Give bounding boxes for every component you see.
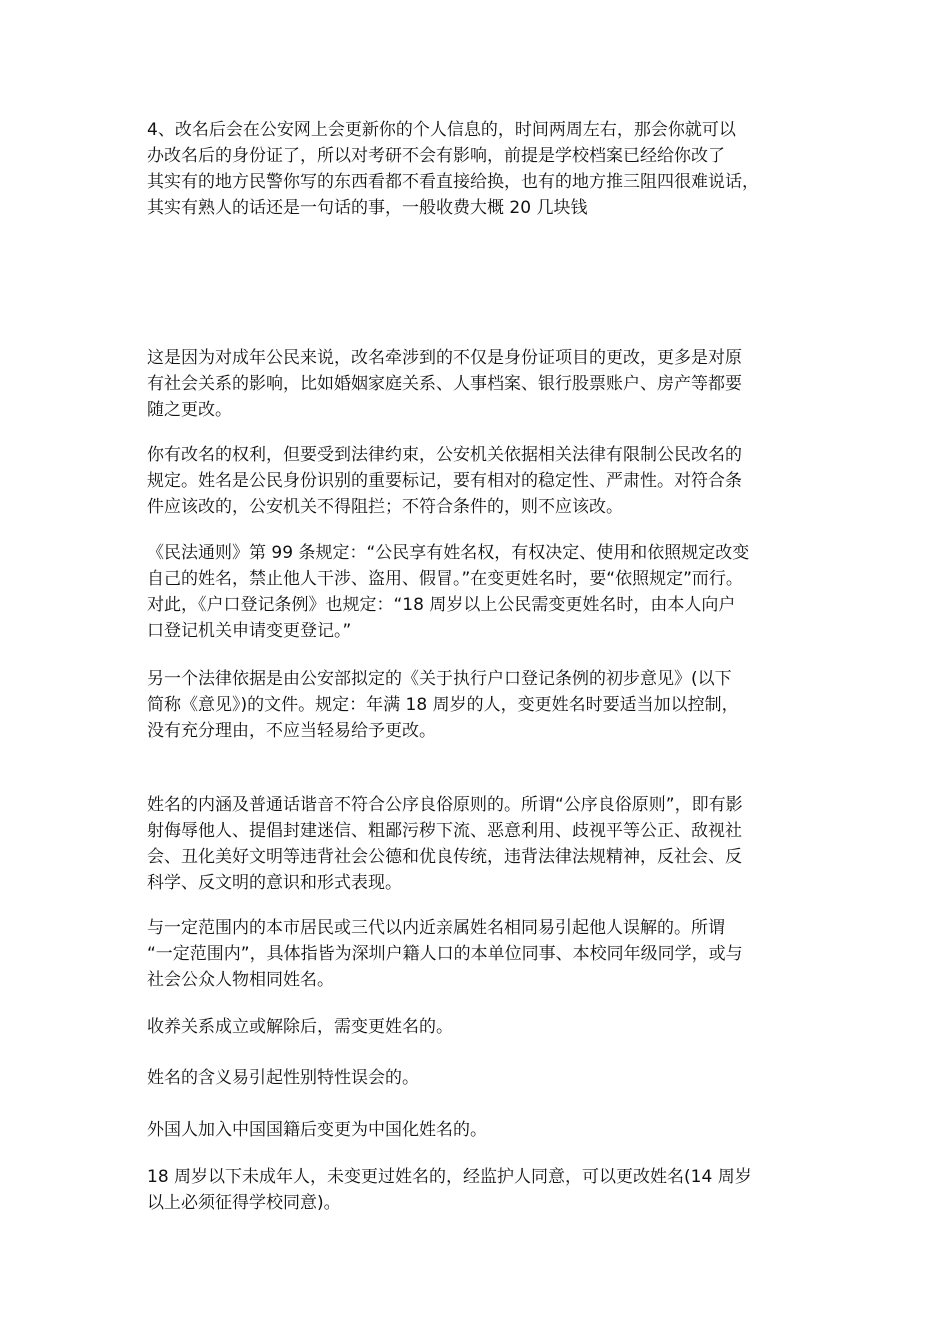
paragraph-gender-misunderstanding [147, 1065, 815, 1091]
text-line: 其实有的地方民警你写的东西看都不看直接给换，也有的地方推三阻四很难说话， [147, 172, 759, 192]
text-line: 《民法通则》第 99 条规定：“公民享有姓名权，有权决定、使用和依照规定改变 [147, 543, 750, 563]
paragraph-public-order-principle [147, 792, 815, 896]
paragraph-civil-law-article [147, 540, 815, 644]
text-line: 另一个法律依据是由公安部拟定的《关于执行户口登记条例的初步意见》(以下 [147, 669, 732, 689]
text-line: 以上必须征得学校同意)。 [147, 1193, 341, 1213]
text-line: 办改名后的身份证了，所以对考研不会有影响，前提是学校档案已经给你改了 [147, 146, 725, 166]
text-line: 会、丑化美好文明等违背社会公德和优良传统，违背法律法规精神，反社会、反 [147, 847, 742, 867]
paragraph-right-to-rename [147, 442, 815, 520]
text-line: 有社会关系的影响，比如婚姻家庭关系、人事档案、银行股票账户、房产等都要 [147, 374, 742, 394]
paragraph-minor-rename [147, 1164, 815, 1216]
text-line: 18 周岁以下未成年人，未变更过姓名的，经监护人同意，可以更改姓名(14 周岁 [147, 1167, 752, 1187]
text-line: 社会公众人物相同姓名。 [147, 970, 334, 990]
paragraph-adoption-relation [147, 1014, 815, 1040]
text-line: 4、改名后会在公安网上会更新你的个人信息的，时间两周左右，那会你就可以 [147, 120, 736, 140]
text-line: 你有改名的权利，但要受到法律约束，公安机关依据相关法律有限制公民改名的 [147, 445, 742, 465]
paragraph-legal-basis-opinion [147, 666, 815, 744]
text-line: 规定。姓名是公民身份识别的重要标记，要有相对的稳定性、严肃性。对符合条 [147, 471, 742, 491]
text-line: 这是因为对成年公民来说，改名牵涉到的不仅是身份证项目的更改，更多是对原 [147, 348, 742, 368]
text-line: “一定范围内”，具体指皆为深圳户籍人口的本单位同事、本校同年级同学，或与 [147, 944, 743, 964]
text-line: 对此，《户口登记条例》也规定：“18 周岁以上公民需变更姓名时，由本人向户 [147, 595, 736, 615]
text-line: 姓名的含义易引起性别特性误会的。 [147, 1068, 419, 1088]
text-line: 收养关系成立或解除后，需变更姓名的。 [147, 1017, 453, 1037]
text-line: 自己的姓名，禁止他人干涉、盗用、假冒。”在变更姓名时，要“依照规定”而行。 [147, 569, 743, 589]
text-line: 随之更改。 [147, 400, 232, 420]
text-line: 射侮辱他人、提倡封建迷信、粗鄙污秽下流、恶意利用、歧视平等公正、敌视社 [147, 821, 742, 841]
text-line: 口登记机关申请变更登记。” [147, 621, 352, 641]
text-line: 科学、反文明的意识和形式表现。 [147, 873, 402, 893]
paragraph-same-name-misunderstanding [147, 915, 815, 993]
paragraph-adult-rename-impact [147, 345, 815, 423]
text-line: 没有充分理由，不应当轻易给予更改。 [147, 721, 436, 741]
paragraph-foreigner-naturalization [147, 1117, 815, 1143]
text-line: 姓名的内涵及普通话谐音不符合公序良俗原则的。所谓“公序良俗原则”，即有影 [147, 795, 743, 815]
text-line: 其实有熟人的话还是一句话的事，一般收费大概 20 几块钱 [147, 198, 588, 218]
paragraph-rename-update-info [147, 117, 815, 221]
text-line: 简称《意见》)的文件。规定：年满 18 周岁的人，变更姓名时要适当加以控制， [147, 695, 739, 715]
text-line: 件应该改的，公安机关不得阻拦；不符合条件的，则不应该改。 [147, 497, 623, 517]
text-line: 与一定范围内的本市居民或三代以内近亲属姓名相同易引起他人误解的。所谓 [147, 918, 725, 938]
text-line: 外国人加入中国国籍后变更为中国化姓名的。 [147, 1120, 487, 1140]
